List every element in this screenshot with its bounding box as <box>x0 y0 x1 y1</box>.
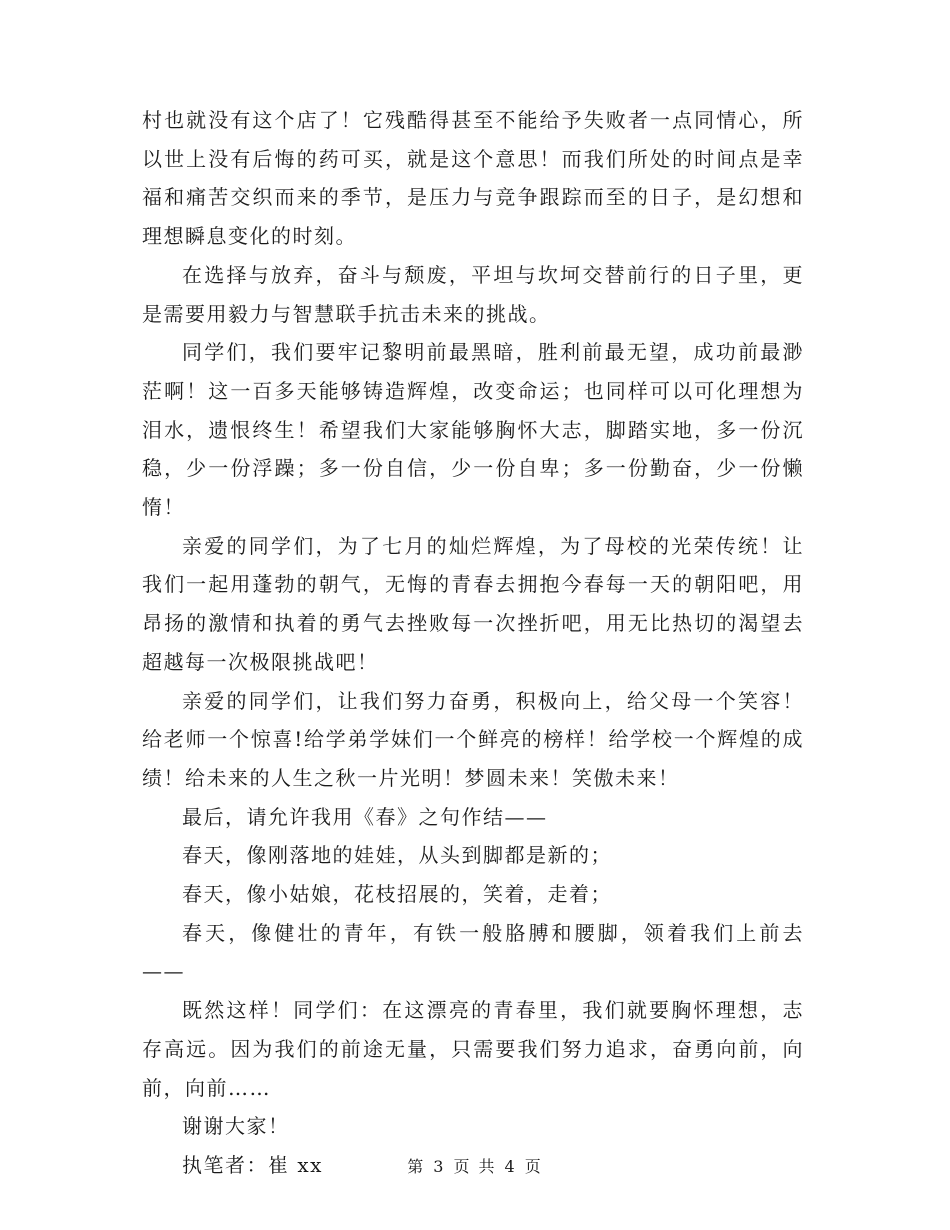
footer-mid: 页 共 <box>453 1157 497 1176</box>
paragraph: 亲爱的同学们，为了七月的灿烂辉煌，为了母校的光荣传统！让我们一起用蓬勃的朝气，无悔的青春去拥抱今春每一天的朝阳吧，用昂扬的激情和执着的勇气去挫败每一次挫折吧，用无比热切的渴望去超越每一次极限挑战吧！ <box>142 533 804 674</box>
signature-line: 执笔者：崔 xx <box>182 1152 323 1177</box>
paragraph: 春天，像健壮的青年，有铁一般胳膊和腰脚，领着我们上前去—— <box>142 920 804 984</box>
footer-suffix: 页 <box>524 1157 543 1176</box>
paragraph: 村也就没有这个店了！它残酷得甚至不能给予失败者一点同情心，所以世上没有后悔的药可买，就是这个意思！而我们所处的时间点是幸福和痛苦交织而来的季节，是压力与竞争跟踪而至的日子，是幻想和理想瞬息变化的时刻。 <box>142 108 804 249</box>
page-footer <box>0 1154 950 1177</box>
paragraph: 春天，像小姑娘，花枝招展的，笑着，走着； <box>182 882 612 907</box>
total-pages: 4 <box>504 1157 517 1176</box>
paragraph: 在选择与放弃，奋斗与颓废，平坦与坎坷交替前行的日子里，更是需要用毅力与智慧联手抗击未来的挑战。 <box>142 262 804 326</box>
paragraph: 亲爱的同学们，让我们努力奋勇，积极向上，给父母一个笑容！给老师一个惊喜!给学弟学妹们一个鲜亮的榜样！给学校一个辉煌的成绩！给未来的人生之秋一片光明！梦圆未来！笑傲未来！ <box>142 688 804 790</box>
paragraph: 春天，像刚落地的娃娃，从头到脚都是新的； <box>182 843 612 868</box>
paragraph: 同学们，我们要牢记黎明前最黑暗，胜利前最无望，成功前最渺茫啊！这一百多天能够铸造辉煌，改变命运；也同样可以可化理想为泪水，遗恨终生！希望我们大家能够胸怀大志，脚踏实地，多一份沉稳，少一份浮躁；多一份自信，少一份自卑；多一份勤奋，少一份懒惰！ <box>142 340 804 520</box>
paragraph: 既然这样！同学们：在这漂亮的青春里，我们就要胸怀理想，志存高远。因为我们的前途无量，只需要我们努力追求，奋勇向前，向前，向前…… <box>142 998 804 1100</box>
paragraph: 最后，请允许我用《春》之句作结—— <box>182 804 548 829</box>
paragraph: 谢谢大家！ <box>182 1114 290 1139</box>
page-number: 3 <box>433 1157 446 1176</box>
footer-prefix: 第 <box>407 1157 426 1176</box>
document-body <box>142 101 804 1185</box>
